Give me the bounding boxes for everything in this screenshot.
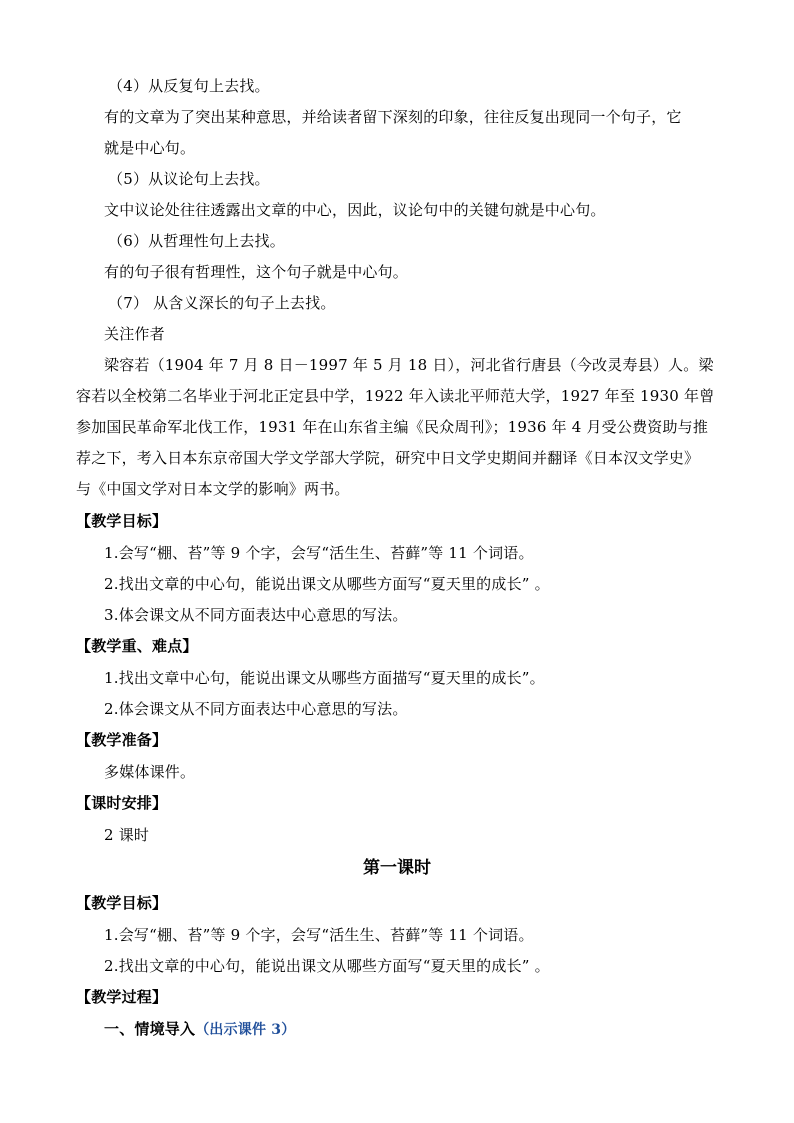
goal-item-3: 3.体会课文从不同方面表达中心意思的写法。 <box>104 606 408 624</box>
method-4-text-line-2: 就是中心句。 <box>104 139 196 157</box>
author-bio-line-5: 与《中国文学对日本文学的影响》两书。 <box>76 480 350 498</box>
key-points-heading: 【教学重、难点】 <box>76 637 198 655</box>
section-goal-2: 2.找出文章的中心句，能说出课文从哪些方面写“夏天里的成长” 。 <box>104 957 550 975</box>
schedule-heading: 【课时安排】 <box>76 794 168 812</box>
method-7-heading: （7） 从含义深长的句子上去找。 <box>108 294 336 312</box>
author-heading: 关注作者 <box>104 325 165 343</box>
process-heading: 【教学过程】 <box>76 988 168 1006</box>
preparation-text: 多媒体课件。 <box>104 763 196 781</box>
step-1-label: 一、情境导入 <box>104 1020 196 1038</box>
goal-item-1: 1.会写“棚、苔”等 9 个字，会写“活生生、苔藓”等 11 个词语。 <box>104 544 534 562</box>
author-bio-line-1: 梁容若（1904 年 7 月 8 日－1997 年 5 月 18 日），河北省行唐县（今改灵寿县）人。梁 <box>104 356 714 374</box>
key-point-1: 1.找出文章中心句，能说出课文从哪些方面描写“夏天里的成长”。 <box>104 669 545 687</box>
author-bio-line-4: 荐之下，考入日本东京帝国大学文学部大学院，研究中日文学史期间并翻译《日本汉文学史》 <box>76 449 700 467</box>
method-4-heading: （4）从反复句上去找。 <box>108 77 270 95</box>
key-point-2: 2.体会课文从不同方面表达中心意思的写法。 <box>104 700 408 718</box>
section-goals-heading: 【教学目标】 <box>76 894 168 912</box>
author-bio-line-3: 参加国民革命军北伐工作，1931 年在山东省主编《民众周刊》；1936 年 4 月受公费资助与推 <box>76 418 709 436</box>
section-title: 第一课时 <box>363 858 431 878</box>
method-6-text: 有的句子很有哲理性，这个句子就是中心句。 <box>104 263 409 281</box>
teaching-goals-heading: 【教学目标】 <box>76 512 168 530</box>
method-5-heading: （5）从议论句上去找。 <box>108 170 270 188</box>
method-4-text-line-1: 有的文章为了突出某种意思，并给读者留下深刻的印象，往往反复出现同一个句子，它 <box>104 108 682 126</box>
step-1 <box>104 1019 295 1040</box>
goal-item-2: 2.找出文章的中心句，能说出课文从哪些方面写“夏天里的成长” 。 <box>104 575 550 593</box>
method-5-text: 文中议论处往往透露出文章的中心，因此，议论句中的关键句就是中心句。 <box>104 201 606 219</box>
schedule-text: 2 课时 <box>104 826 150 844</box>
courseware-link[interactable]: （出示课件 3） <box>195 1022 296 1038</box>
preparation-heading: 【教学准备】 <box>76 731 168 749</box>
section-goal-1: 1.会写“棚、苔”等 9 个字，会写“活生生、苔藓”等 11 个词语。 <box>104 926 534 944</box>
method-6-heading: （6）从哲理性句上去找。 <box>108 232 285 250</box>
author-bio-line-2: 容若以全校第二名毕业于河北正定县中学，1922 年入读北平师范大学，1927 年至 1930 年曾 <box>76 387 715 405</box>
